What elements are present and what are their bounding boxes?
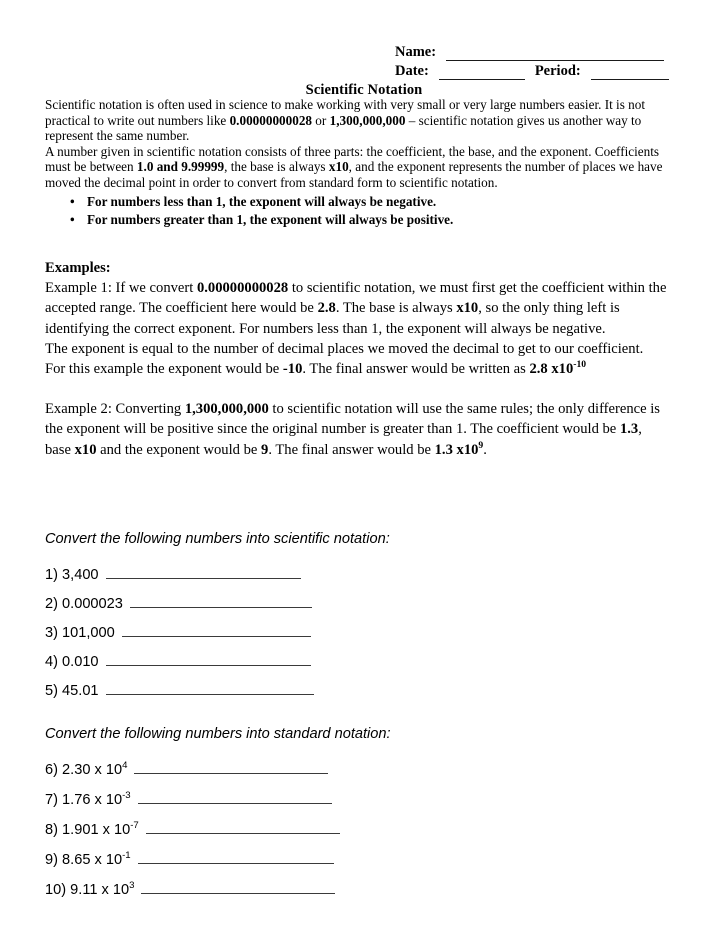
intro-section — [45, 97, 686, 230]
intro-p2-range: 1.0 and 9.99999 — [136, 159, 225, 175]
example-1-continued-paragraph — [45, 339, 667, 379]
ex1b-answer-exponent: -10 — [573, 359, 587, 371]
ex2-answer: 1.3 x10 — [434, 441, 479, 458]
question-4-label: 4) 0.010 — [45, 654, 99, 670]
ex1-text-c: . The base is always — [335, 300, 457, 317]
intro-paragraph-2 — [45, 144, 686, 191]
question-6 — [45, 761, 328, 778]
rules-bullet-list — [45, 193, 686, 230]
name-blank-line[interactable] — [446, 47, 664, 61]
question-10-exponent: 3 — [129, 880, 135, 892]
ex1-text-a: Example 1: If we convert — [45, 280, 197, 297]
intro-p1-number-large: 1,300,000,000 — [329, 112, 406, 128]
question-5-label: 5) 45.01 — [45, 683, 99, 699]
question-4 — [45, 653, 311, 670]
ex2-text-c: , base — [45, 421, 642, 458]
paragraph-spacer — [45, 379, 667, 399]
ex1b-answer: 2.8 x10 — [529, 361, 574, 378]
question-1 — [45, 566, 301, 583]
question-3 — [45, 624, 311, 641]
ex1-text-d: , so the only thing left is identifying the correct exponent. For numbers less than 1, the exponent will always be negative. — [45, 300, 620, 337]
intro-p1-text-a: Scientific notation is often used in science to make working with very small or very large numbers easier. It is not practical to write out numbers like — [45, 97, 646, 128]
period-blank-line[interactable] — [591, 66, 669, 80]
student-info-header — [395, 42, 690, 80]
ex2-text-e: . The final answer would be — [268, 441, 435, 458]
bullet-icon: • — [70, 193, 75, 209]
question-3-answer-blank[interactable] — [122, 624, 311, 637]
question-10-label: 10) 9.11 x $10^3$ — [45, 880, 135, 898]
ex1b-exponent: -10 — [282, 361, 303, 378]
question-6-answer-blank[interactable] — [134, 761, 328, 774]
instruction-standard-notation: Convert the following numbers into standard notation: — [45, 726, 391, 742]
ex1-number: 0.00000000028 — [196, 280, 289, 297]
examples-heading: Examples: — [45, 260, 111, 276]
question-7-exponent: -3 — [122, 790, 131, 802]
date-period-row — [395, 61, 690, 80]
period-label: Period: — [534, 63, 581, 79]
bullet-icon: • — [70, 212, 75, 228]
intro-p2-text-b: , the base is always — [224, 159, 329, 175]
ex2-text-b: to scientific notation will use the same rules; the only difference is the exponent will be positive since the original number is greater than 1. The coefficient would be — [45, 401, 660, 438]
list-item — [45, 193, 686, 212]
ex1-coefficient: 2.8 — [317, 300, 336, 317]
question-8 — [45, 821, 340, 838]
question-7 — [45, 791, 332, 808]
question-6-exponent: 4 — [122, 760, 128, 772]
question-9-answer-blank[interactable] — [138, 851, 334, 864]
ex2-text-f: . — [483, 441, 487, 458]
examples-section — [45, 258, 667, 460]
question-9 — [45, 851, 334, 868]
bullet-text: For numbers greater than 1, the exponent will always be positive. — [87, 212, 454, 228]
ex1-base: x10 — [456, 300, 479, 317]
intro-p2-text-c: , and the exponent represents the number of places we have moved the decimal point in order to convert from standard form to scientific notation. — [45, 159, 663, 190]
question-2 — [45, 595, 312, 612]
question-2-answer-blank[interactable] — [130, 595, 312, 608]
page-title: Scientific Notation — [305, 82, 423, 98]
question-8-label: 8) 1.901 x $10^{-7}$ — [45, 820, 139, 838]
intro-p1-text-b: or — [312, 112, 330, 128]
question-6-label: 6) 2.30 x $10^4$ — [45, 760, 128, 778]
intro-p1-text-c: – scientific notation gives us another way to represent the same number. — [45, 112, 642, 144]
ex2-coefficient: 1.3 — [619, 421, 639, 438]
ex2-number: 1,300,000,000 — [184, 401, 269, 418]
ex1b-text-a: The exponent is equal to the number of decimal places we moved the decimal to get to our coefficient. For this example the exponent would be — [45, 340, 644, 378]
ex2-text-a: Example 2: Converting — [45, 401, 185, 418]
list-item — [45, 211, 686, 230]
intro-p2-base: x10 — [328, 159, 349, 175]
example-1-paragraph — [45, 278, 667, 339]
name-label: Name: — [395, 44, 437, 60]
question-7-answer-blank[interactable] — [138, 791, 332, 804]
intro-paragraph-1 — [45, 97, 686, 144]
question-9-label: 9) 8.65 x $10^{-1}$ — [45, 850, 131, 868]
ex2-exponent: 9 — [261, 441, 269, 458]
ex1-text-b: to scientific notation, we must first get the coefficient within the accepted range. The coefficient here would be — [45, 280, 667, 317]
date-blank-line[interactable] — [439, 66, 525, 80]
question-9-exponent: -1 — [122, 850, 131, 862]
date-label: Date: — [395, 63, 429, 79]
ex2-base: x10 — [74, 441, 97, 458]
question-10 — [45, 881, 335, 898]
question-1-label: 1) 3,400 — [45, 567, 99, 583]
question-5 — [45, 682, 314, 699]
bullet-text: For numbers less than 1, the exponent will always be negative. — [87, 193, 437, 209]
example-2-paragraph — [45, 399, 667, 460]
ex1b-text-b: . The final answer would be written as — [302, 361, 530, 378]
question-4-answer-blank[interactable] — [106, 653, 311, 666]
ex2-answer-exponent: 9 — [478, 439, 484, 451]
intro-p1-number-small: 0.00000000028 — [229, 112, 312, 128]
question-7-label: 7) 1.76 x $10^{-3}$ — [45, 790, 131, 808]
ex2-text-d: and the exponent would be — [96, 441, 262, 458]
question-5-answer-blank[interactable] — [106, 682, 314, 695]
instruction-scientific-notation: Convert the following numbers into scientific notation: — [45, 531, 390, 547]
question-8-answer-blank[interactable] — [146, 821, 340, 834]
question-10-answer-blank[interactable] — [141, 881, 335, 894]
question-2-label: 2) 0.000023 — [45, 596, 123, 612]
intro-p2-text-a: A number given in scientific notation consists of three parts: the coefficient, the base, and the exponent. Coefficients must be between — [45, 143, 660, 175]
question-1-answer-blank[interactable] — [106, 566, 301, 579]
name-row — [395, 42, 690, 61]
question-8-exponent: -7 — [130, 820, 139, 832]
question-3-label: 3) 101,000 — [45, 625, 115, 641]
